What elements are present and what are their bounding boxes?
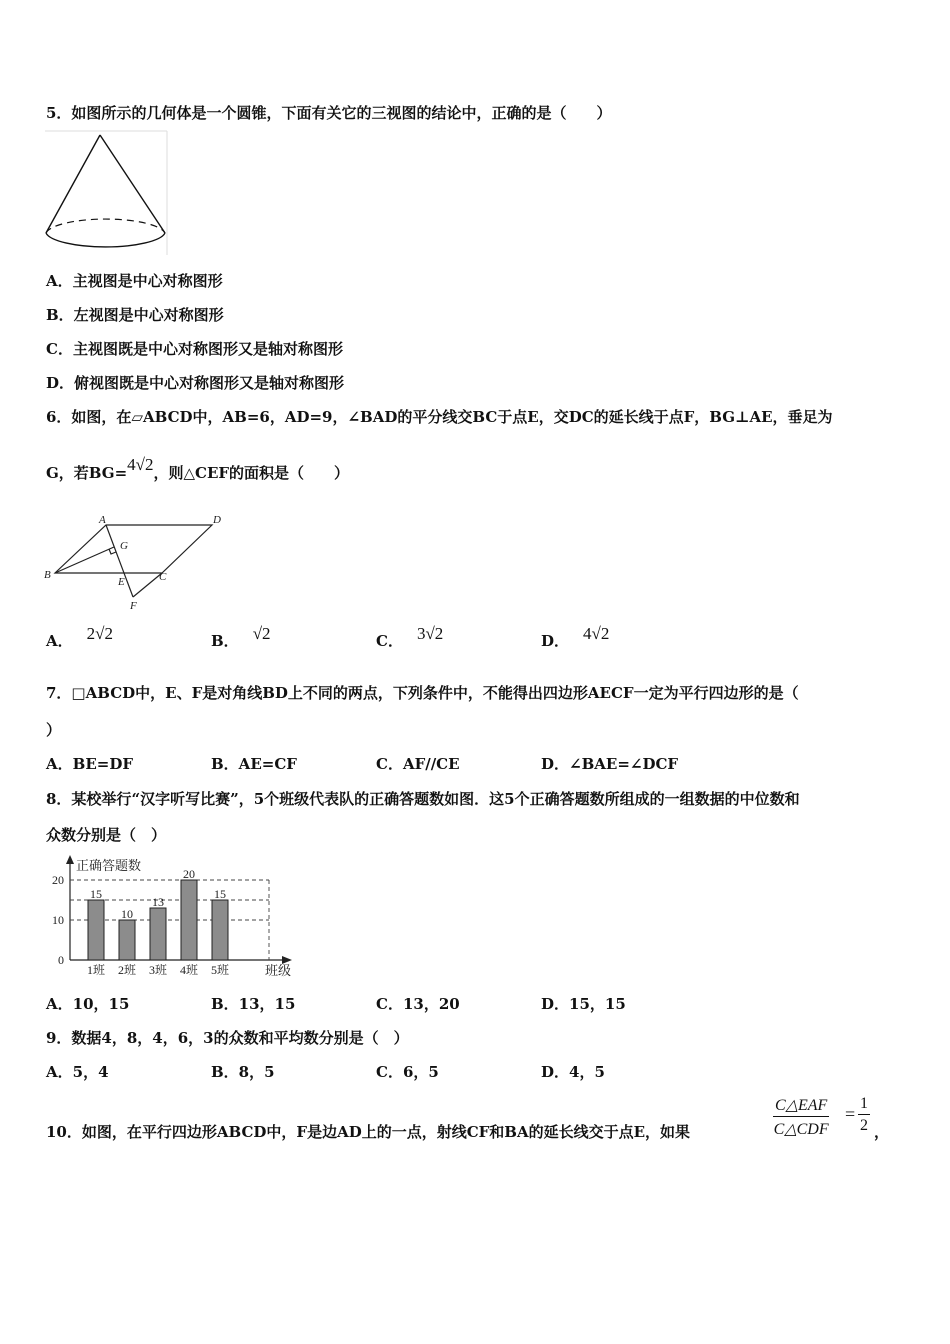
q6-option-a-value: 2√2 — [86, 624, 113, 643]
x-tick-label-5班: 5班 — [210, 963, 230, 977]
q6-option-a-letter: A． — [46, 632, 73, 650]
label-c: C — [159, 571, 167, 583]
q6-option-d-value: 4√2 — [583, 624, 610, 643]
q6-option-c — [376, 624, 444, 651]
segment-bg — [55, 547, 114, 573]
y-tick-label-10: 10 — [52, 913, 64, 927]
q6-option-b-value: √2 — [252, 624, 271, 643]
q8-stem-line1: 8．某校举行“汉字听写比赛”，5个班级代表队的正确答题数如图．这5个正确答题数所组成的一组数据的中位数和 — [46, 790, 800, 808]
q6-stem-line2-pre: G，若BG= — [46, 464, 128, 482]
x-tick-label-3班: 3班 — [148, 963, 168, 977]
label-a: A — [99, 514, 106, 526]
q7-stem-line2: ） — [46, 721, 62, 739]
q8-option-b: B．13，15 — [211, 995, 296, 1013]
q8-option-a: A．10，15 — [46, 995, 130, 1013]
y-tick-label-20: 20 — [52, 873, 64, 887]
data-label-5班: 15 — [214, 887, 226, 901]
parallelogram-abcd — [55, 525, 212, 573]
q6-option-a — [46, 624, 113, 651]
q9-option-d: D．4，5 — [541, 1063, 605, 1081]
q6-option-c-value: 3√2 — [416, 624, 444, 643]
q6-option-d-letter: D． — [541, 632, 570, 650]
bar-3班 — [150, 908, 166, 960]
q6-option-b-letter: B． — [211, 632, 239, 650]
label-e: E — [118, 576, 125, 588]
q10-frac-denominator: C△CDF — [773, 1121, 829, 1138]
x-tick-label-4班: 4班 — [179, 963, 199, 977]
x-tick-label-2班: 2班 — [117, 963, 137, 977]
q5-option-b: B．左视图是中心对称图形 — [46, 306, 224, 324]
q6-stem-line2 — [46, 455, 350, 483]
y-axis-arrow — [66, 855, 74, 864]
bar-5班 — [212, 900, 228, 960]
cone-figure — [44, 130, 170, 256]
data-label-1班: 15 — [90, 887, 102, 901]
q7-option-d: D．∠BAE=∠DCF — [541, 755, 679, 773]
q8-option-c: C．13，20 — [376, 995, 460, 1013]
q10-fraction-lhs — [773, 1095, 829, 1139]
q7-option-c: C．AF//CE — [376, 755, 460, 773]
bar-2班 — [119, 920, 135, 960]
parallelogram-figure — [40, 512, 230, 612]
q9-option-a: A．5，4 — [46, 1063, 109, 1081]
data-label-4班: 20 — [183, 867, 195, 881]
q10-stem-pre: 10．如图，在平行四边形ABCD中，F是边AD上的一点，射线CF和BA的延长线交于点E，如果 — [46, 1123, 691, 1141]
q6-option-c-letter: C． — [376, 632, 403, 650]
y-axis-title: 正确答题数 — [76, 858, 142, 873]
label-g: G — [120, 540, 128, 552]
segment-cf — [133, 573, 162, 597]
q6-option-d — [541, 624, 610, 651]
q10-equals: = — [845, 1104, 856, 1124]
q9-option-b: B．8，5 — [211, 1063, 275, 1081]
q7-option-a: A．BE=DF — [46, 755, 133, 773]
q10-stem-post: ， — [874, 1123, 890, 1141]
q5-option-d: D．俯视图既是中心对称图形又是轴对称图形 — [46, 374, 345, 392]
q5-option-a: A．主视图是中心对称图形 — [46, 272, 223, 290]
q9-option-c: C．6，5 — [376, 1063, 439, 1081]
q9-stem: 9．数据4，8，4，6，3的众数和平均数分别是（ ） — [46, 1029, 409, 1047]
bar-chart — [44, 852, 300, 980]
label-b: B — [44, 569, 51, 581]
x-tick-label-1班: 1班 — [86, 963, 106, 977]
bar-1班 — [88, 900, 104, 960]
q6-option-b — [211, 624, 271, 651]
label-d: D — [213, 514, 221, 526]
q7-stem-line1: 7．□ABCD中，E、F是对角线BD上不同的两点，下列条件中，不能得出四边形AECF一定为平行四边形的是（ — [46, 684, 799, 702]
q6-stem-line2-post: ，则△CEF的面积是（ ） — [153, 464, 350, 482]
x-axis-title: 班级 — [265, 963, 292, 978]
data-label-2班: 10 — [121, 907, 133, 921]
q6-bg-value: 4√2 — [127, 455, 154, 474]
q10-frac-numerator: C△EAF — [773, 1095, 829, 1117]
q8-option-d: D．15，15 — [541, 995, 626, 1013]
bar-4班 — [181, 880, 197, 960]
data-label-3班: 13 — [152, 895, 164, 909]
q5-option-c: C．主视图既是中心对称图形又是轴对称图形 — [46, 340, 343, 358]
q10-rhs-numerator: 1 — [858, 1095, 870, 1115]
q10-rhs-denominator: 2 — [860, 1117, 868, 1134]
label-f: F — [130, 600, 137, 612]
y-tick-label-0: 0 — [58, 953, 64, 967]
q5-stem: 5．如图所示的几何体是一个圆锥，下面有关它的三视图的结论中，正确的是（ ） — [46, 104, 612, 122]
q8-stem-line2: 众数分别是（ ） — [46, 826, 167, 844]
q10-fraction-rhs — [858, 1095, 870, 1135]
q7-option-b: B．AE=CF — [211, 755, 297, 773]
q6-stem-line1: 6．如图，在▱ABCD中，AB=6，AD=9，∠BAD的平分线交BC于点E，交DC的延长线于点F，BG⊥AE，垂足为 — [46, 408, 833, 426]
